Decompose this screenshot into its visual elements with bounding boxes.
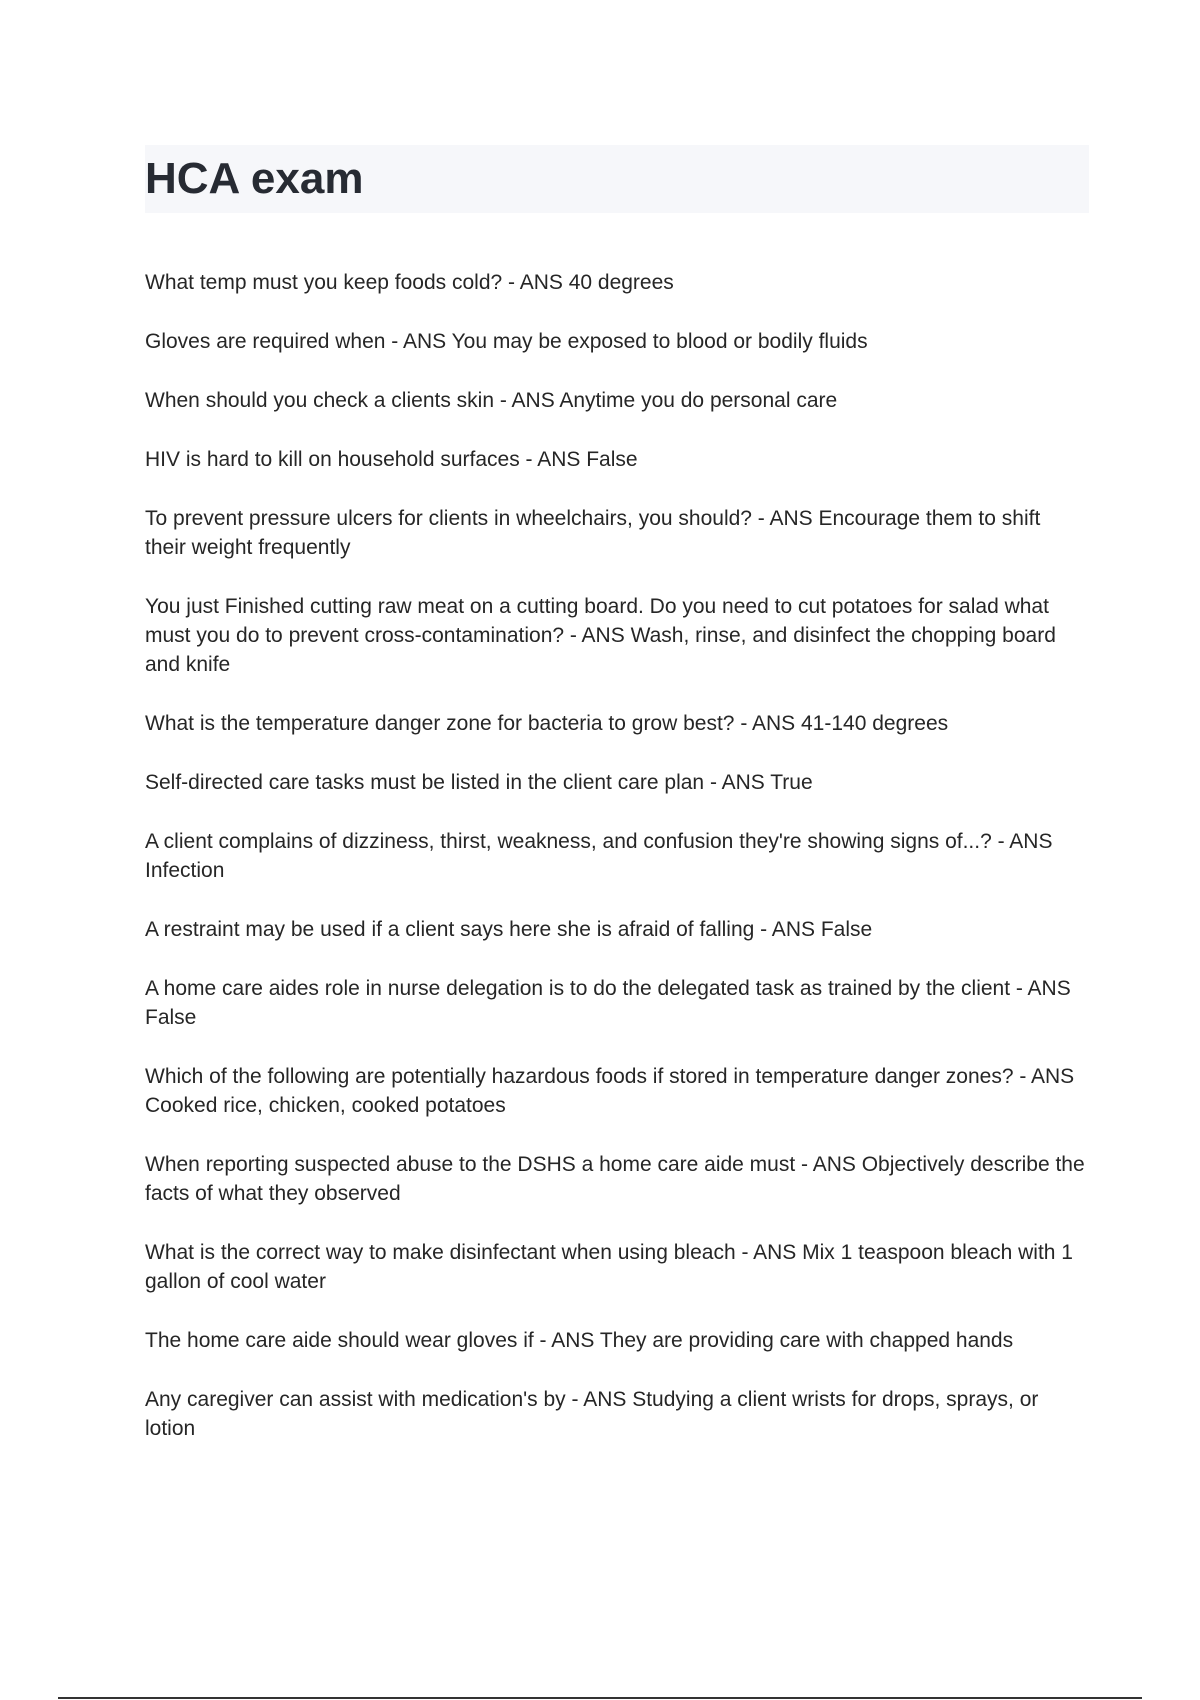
- qa-item: A client complains of dizziness, thirst, weakness, and confusion they're showing signs of...? - ANS Infection: [145, 830, 1053, 882]
- qa-item: You just Finished cutting raw meat on a cutting board. Do you need to cut potatoes for salad what must you do to prevent cross-contamination? - ANS Wash, rinse, and disinfect the chopping board and knife: [145, 595, 1056, 676]
- page-title: HCA exam: [145, 154, 364, 203]
- qa-item: When reporting suspected abuse to the DSHS a home care aide must - ANS Objectively describe the facts of what they observed: [145, 1153, 1085, 1205]
- qa-item: A home care aides role in nurse delegation is to do the delegated task as trained by the client - ANS False: [145, 977, 1071, 1029]
- qa-list: [145, 268, 1085, 1473]
- qa-item: To prevent pressure ulcers for clients in wheelchairs, you should? - ANS Encourage them to shift their weight frequently: [145, 507, 1041, 559]
- qa-item: HIV is hard to kill on household surfaces - ANS False: [145, 448, 638, 471]
- qa-item: The home care aide should wear gloves if - ANS They are providing care with chapped hands: [145, 1329, 1014, 1352]
- qa-item: What temp must you keep foods cold? - ANS 40 degrees: [145, 271, 674, 294]
- qa-item: Which of the following are potentially hazardous foods if stored in temperature danger zones? - ANS Cooked rice, chicken, cooked potatoes: [145, 1065, 1075, 1117]
- page-bottom-rule: [58, 1697, 1142, 1699]
- qa-item: A restraint may be used if a client says here she is afraid of falling - ANS False: [145, 918, 873, 941]
- qa-item: Gloves are required when - ANS You may be exposed to blood or bodily fluids: [145, 330, 868, 353]
- qa-item: What is the correct way to make disinfectant when using bleach - ANS Mix 1 teaspoon bleach with 1 gallon of cool water: [145, 1241, 1073, 1293]
- qa-item: Any caregiver can assist with medication's by - ANS Studying a client wrists for drops, sprays, or lotion: [145, 1388, 1039, 1440]
- qa-item: When should you check a clients skin - ANS Anytime you do personal care: [145, 389, 838, 412]
- title-band: [145, 145, 1089, 213]
- qa-item: Self-directed care tasks must be listed in the client care plan - ANS True: [145, 771, 813, 794]
- qa-item: What is the temperature danger zone for bacteria to grow best? - ANS 41-140 degrees: [145, 712, 949, 735]
